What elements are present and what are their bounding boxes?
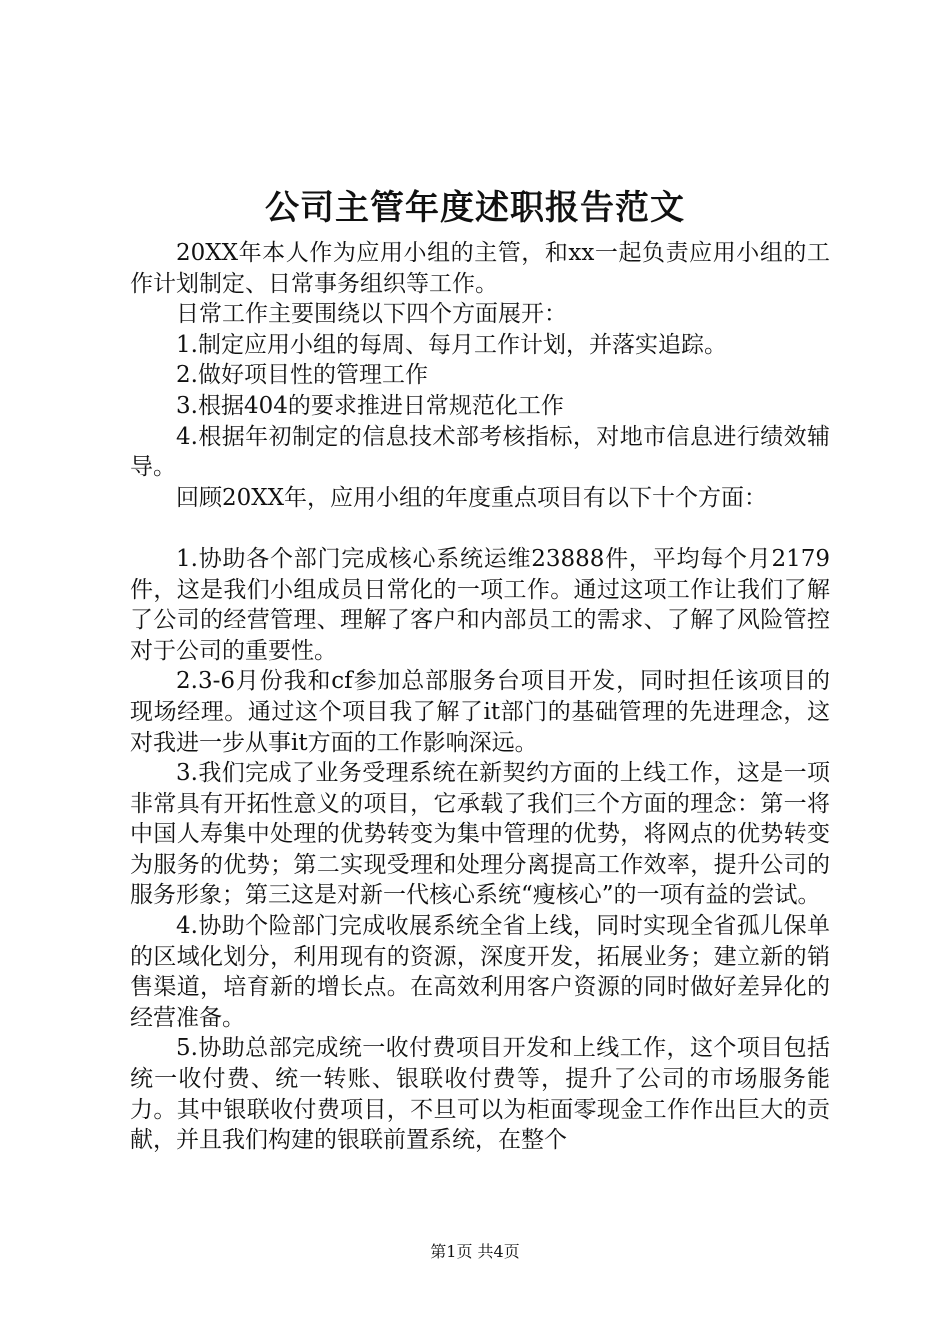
list-item: 2.做好项目性的管理工作	[176, 362, 428, 389]
document-body	[130, 238, 830, 1156]
paragraph: 20XX年本人作为应用小组的主管，和xx一起负责应用小组的工作计划制定、日常事务组织等工作。	[130, 240, 830, 297]
paragraph: 1.协助各个部门完成核心系统运维23888件，平均每个月2179件，这是我们小组成员日常化的一项工作。通过这项工作让我们了解了公司的经营管理、理解了客户和内部员工的需求、了解了风险管控对于公司的重要性。	[130, 545, 830, 664]
list-item: 1.制定应用小组的每周、每月工作计划，并落实追踪。	[176, 331, 727, 358]
page-footer: 第1页 共4页	[430, 1242, 520, 1261]
page-title: 公司主管年度述职报告范文	[265, 188, 685, 228]
paragraph: 4.协助个险部门完成收展系统全省上线，同时实现全省孤儿保单的区域化划分，利用现有的资源，深度开发，拓展业务；建立新的销售渠道，培育新的增长点。在高效利用客户资源的同时做好差异化的经营准备。	[130, 913, 830, 1031]
paragraph: 2.3-6月份我和cf参加总部服务台项目开发，同时担任该项目的现场经理。通过这个项目我了解了it部门的基础管理的先进理念，这对我进一步从事it方面的工作影响深远。	[130, 668, 830, 756]
blank-line	[130, 513, 830, 544]
list-item: 4.根据年初制定的信息技术部考核指标，对地市信息进行绩效辅导。	[130, 423, 830, 481]
paragraph: 日常工作主要围绕以下四个方面展开：	[176, 301, 567, 328]
paragraph: 回顾20XX年，应用小组的年度重点项目有以下十个方面：	[176, 484, 768, 511]
paragraph: 3.我们完成了业务受理系统在新契约方面的上线工作，这是一项非常具有开拓性意义的项目，它承载了我们三个方面的理念：第一将中国人寿集中处理的优势转变为集中管理的优势，将网点的优势转变为服务的优势；第二实现受理和处理分离提高工作效率，提升公司的服务形象；第三这是对新一代核心系统“瘦核心”的一项有益的尝试。	[130, 760, 830, 909]
paragraph: 5.协助总部完成统一收付费项目开发和上线工作，这个项目包括统一收付费、统一转账、银联收付费等，提升了公司的市场服务能力。其中银联收付费项目，不旦可以为柜面零现金工作作出巨大的贡献，并且我们构建的银联前置系统，在整个	[130, 1035, 830, 1154]
list-item: 3.根据404的要求推进日常规范化工作	[176, 392, 564, 419]
